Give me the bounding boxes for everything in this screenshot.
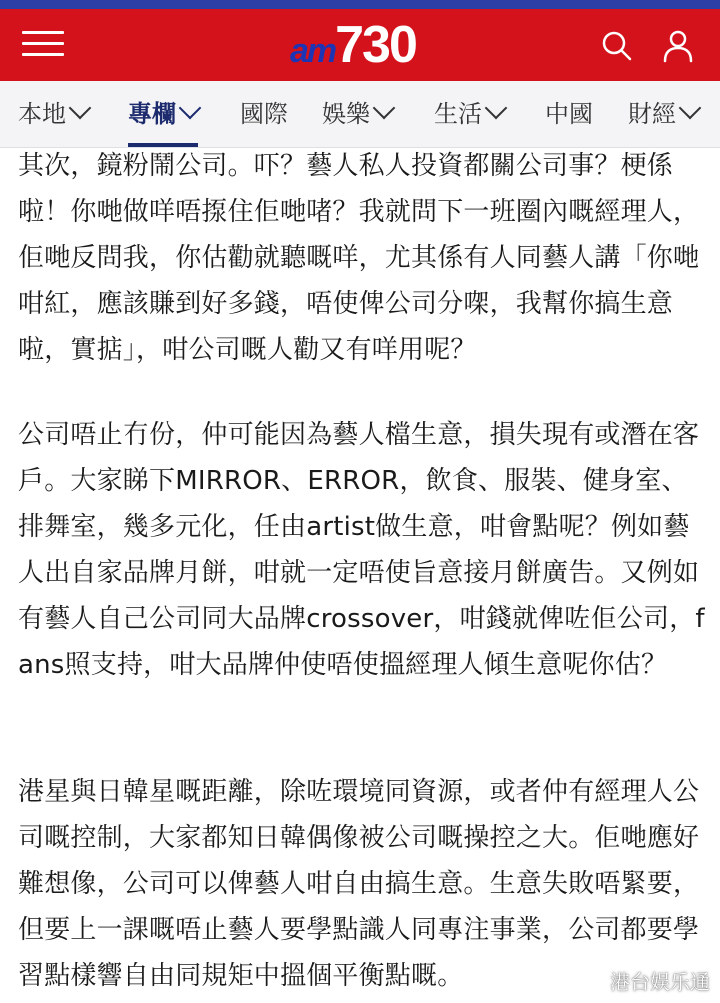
article-paragraph: 公司唔止冇份，仲可能因為藝人檔生意，損失現有或潛在客戶。大家睇下MIRROR、ERROR，飲食、服裝、健身室、排舞室，幾多元化，任由artist做生意，咁會點呢？例如藝人出自家品牌月餅，咁就一定唔使旨意接月餅廣告。又例如有藝人自己公司同大品牌crossover，咁錢就俾咗佢公司，fans照支持，咁大品牌仲使唔使搵經理人傾生意呢你估？ bbox=[18, 420, 705, 680]
tab-finance[interactable] bbox=[628, 81, 698, 147]
logo-am-text: am bbox=[290, 32, 336, 70]
chevron-down-icon bbox=[485, 97, 508, 120]
watermark: 港台娱乐通 bbox=[610, 970, 710, 994]
category-nav bbox=[0, 81, 720, 148]
tab-label: 本地 bbox=[18, 100, 66, 128]
menu-icon[interactable] bbox=[22, 28, 64, 58]
search-icon[interactable] bbox=[600, 29, 634, 63]
chevron-down-icon bbox=[679, 97, 702, 120]
site-header bbox=[0, 9, 720, 81]
tab-local[interactable] bbox=[18, 81, 88, 147]
user-icon[interactable] bbox=[661, 29, 695, 63]
article-paragraph: 其次，鏡粉鬧公司。吓？藝人私人投資都關公司事？梗係啦！你哋做咩唔揼住佢哋啫？我就問下一班圈內嘅經理人，佢哋反問我，你估勸就聽嘅咩，尤其係有人同藝人講「你哋咁紅，應該賺到好多錢，唔使俾公司分㗎，我幫你搞生意啦，實掂」，咁公司嘅人勸又有咩用呢？ bbox=[18, 151, 700, 365]
top-accent-bar bbox=[0, 0, 720, 9]
logo-number-text: 730 bbox=[335, 16, 416, 74]
tab-label: 娛樂 bbox=[322, 100, 370, 128]
tab-entertainment[interactable] bbox=[322, 81, 392, 147]
article-paragraph: 港星與日韓星嘅距離，除咗環境同資源，或者仲有經理人公司嘅控制，大家都知日韓偶像被公司嘅操控之大。佢哋應好難想像，公司可以俾藝人咁自由搞生意。生意失敗唔緊要，但要上一課嘅唔止藝人要學點識人同專注事業，公司都要學習點樣響自由同規矩中搵個平衡點嘅。 bbox=[18, 777, 700, 991]
site-logo[interactable] bbox=[290, 15, 416, 75]
chevron-down-icon bbox=[69, 97, 92, 120]
tab-international[interactable] bbox=[240, 81, 288, 147]
tab-columns[interactable] bbox=[128, 81, 198, 147]
tab-lifestyle[interactable] bbox=[434, 81, 504, 147]
tab-label: 中國 bbox=[545, 100, 593, 128]
chevron-down-icon bbox=[179, 97, 202, 120]
tab-china[interactable] bbox=[545, 81, 593, 147]
chevron-down-icon bbox=[373, 97, 396, 120]
tab-label: 財經 bbox=[628, 100, 676, 128]
tab-label: 生活 bbox=[434, 100, 482, 128]
tab-label: 專欄 bbox=[128, 100, 176, 128]
tab-label: 國際 bbox=[240, 100, 288, 128]
